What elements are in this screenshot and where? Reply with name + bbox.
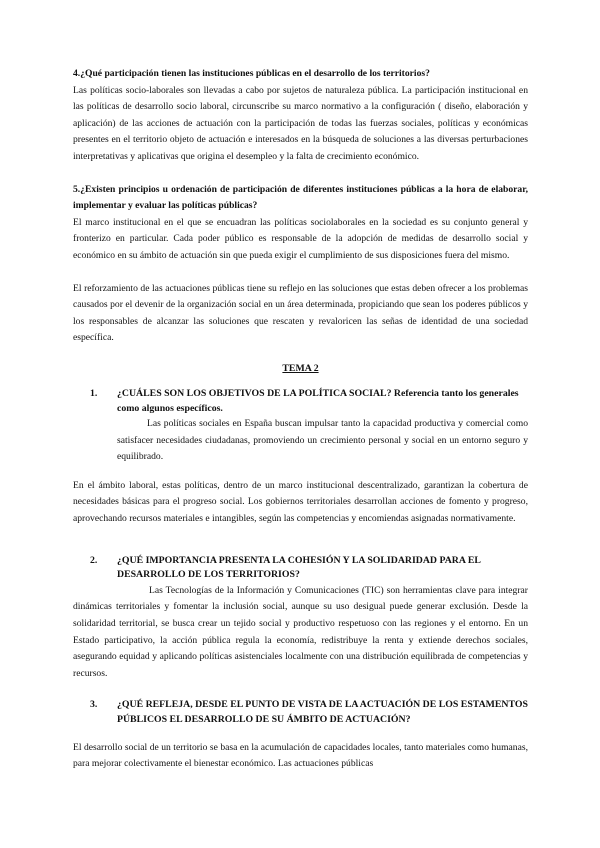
tema2-question-2-heading bbox=[73, 554, 528, 583]
tema2-question-1-answer-1: Las políticas sociales en España buscan impulsar tanto la capacidad productiva y comercial como satisfacer necesidades ciudadanas, promoviendo un crecimiento personal y social en un entorno seguro y equilibrado. bbox=[117, 418, 528, 463]
tema2-question-2-answer: Las Tecnologías de la Información y Comunicaciones (TIC) son herramientas clave para integrar dinámicas territoriales y fomentar la inclusión social, aunque su uso desigual puede generar exclusión. Desde la solidaridad territorial, se busca crear un tejido social y productivo respetuoso con las regiones y el entorno. En un Estado participativo, la acción pública regula la economía, redistribuye la renta y extiende derechos sociales, asegurando equidad y aplicando políticas asistenciales localmente con una distribución equilibrada de competencias y recursos. bbox=[73, 584, 528, 679]
question-number: 2. bbox=[90, 554, 98, 566]
question-text: ¿QUÉ REFLEJA, DESDE EL PUNTO DE VISTA DE LA ACTUACIÓN DE LOS ESTAMENTOS PÚBLICOS EL DESARROLLO DE SU ÁMBITO DE ACTUACIÓN? bbox=[117, 699, 528, 725]
question-number: 3. bbox=[90, 699, 98, 711]
tema2-question-3-answer: El desarrollo social de un territorio se basa en la acumulación de capacidades locales, tanto materiales como humanas, para mejorar colectivamente el bienestar económico. Las actuaciones públicas bbox=[73, 741, 528, 770]
question-number: 1. bbox=[90, 387, 98, 399]
tema2-question-1-answer-2: En el ámbito laboral, estas políticas, dentro de un marco institucional descentralizado, garantizan la cobertura de necesidades básicas para el progreso social. Los gobiernos territoriales desarrollan acciones de fomento y progreso, aprovechando recursos materiales e intangibles, según las competencias y encomiendas asignadas normativamente. bbox=[73, 479, 528, 525]
section-title-tema-2: TEMA 2 bbox=[282, 362, 319, 374]
tema2-question-1-heading bbox=[73, 387, 528, 416]
question-5-answer-2: El reforzamiento de las actuaciones públicas tiene su reflejo en las soluciones que estas deben ofrecer a los problemas causados por el devenir de la organización social en un área determinada, propiciando que sean los poderes públicos y los responsables de alcanzar las soluciones que rescaten y revaloricen las señas de identidad de una sociedad específica. bbox=[73, 282, 528, 344]
question-5-answer-1: El marco institucional en el que se encuadran las políticas sociolaborales en la sociedad es su conjunto general y fronterizo en particular. Cada poder público es responsable de la adopción de medidas de desarrollo social y económico en su ámbito de actuación sin que pueda exigir el cumplimiento de sus disposiciones fuera del mismo. bbox=[73, 216, 528, 261]
question-text: ¿CUÁLES SON LOS OBJETIVOS DE LA POLÍTICA SOCIAL? Referencia tanto los generales como algunos específicos. bbox=[117, 387, 519, 414]
tema2-question-3-heading bbox=[73, 698, 528, 727]
question-4-answer: Las políticas socio-laborales son llevadas a cabo por sujetos de naturaleza pública. La participación institucional en las políticas de desarrollo socio laboral, circunscribe su marco normativo a la configuración ( diseño, elaboración y aplicación) de las acciones de actuación con la participación de todas las fuerzas sociales, políticas y económicas presentes en el territorio objeto de actuación e interesados en la búsqueda de soluciones a las diversas perturbaciones interpretativas y aplicativas que origina el desempleo y la falta de crecimiento económico. bbox=[73, 84, 528, 162]
question-text: ¿QUÉ IMPORTANCIA PRESENTA LA COHESIÓN Y LA SOLIDARIDAD PARA EL DESARROLLO DE LOS TERRITORIOS? bbox=[117, 554, 481, 581]
question-4-heading: 4.¿Qué participación tienen las instituciones públicas en el desarrollo de los territorios? bbox=[73, 68, 430, 79]
question-5-heading: 5.¿Existen principios u ordenación de participación de diferentes instituciones públicas a la hora de elaborar, implementar y evaluar las políticas públicas? bbox=[73, 183, 528, 212]
